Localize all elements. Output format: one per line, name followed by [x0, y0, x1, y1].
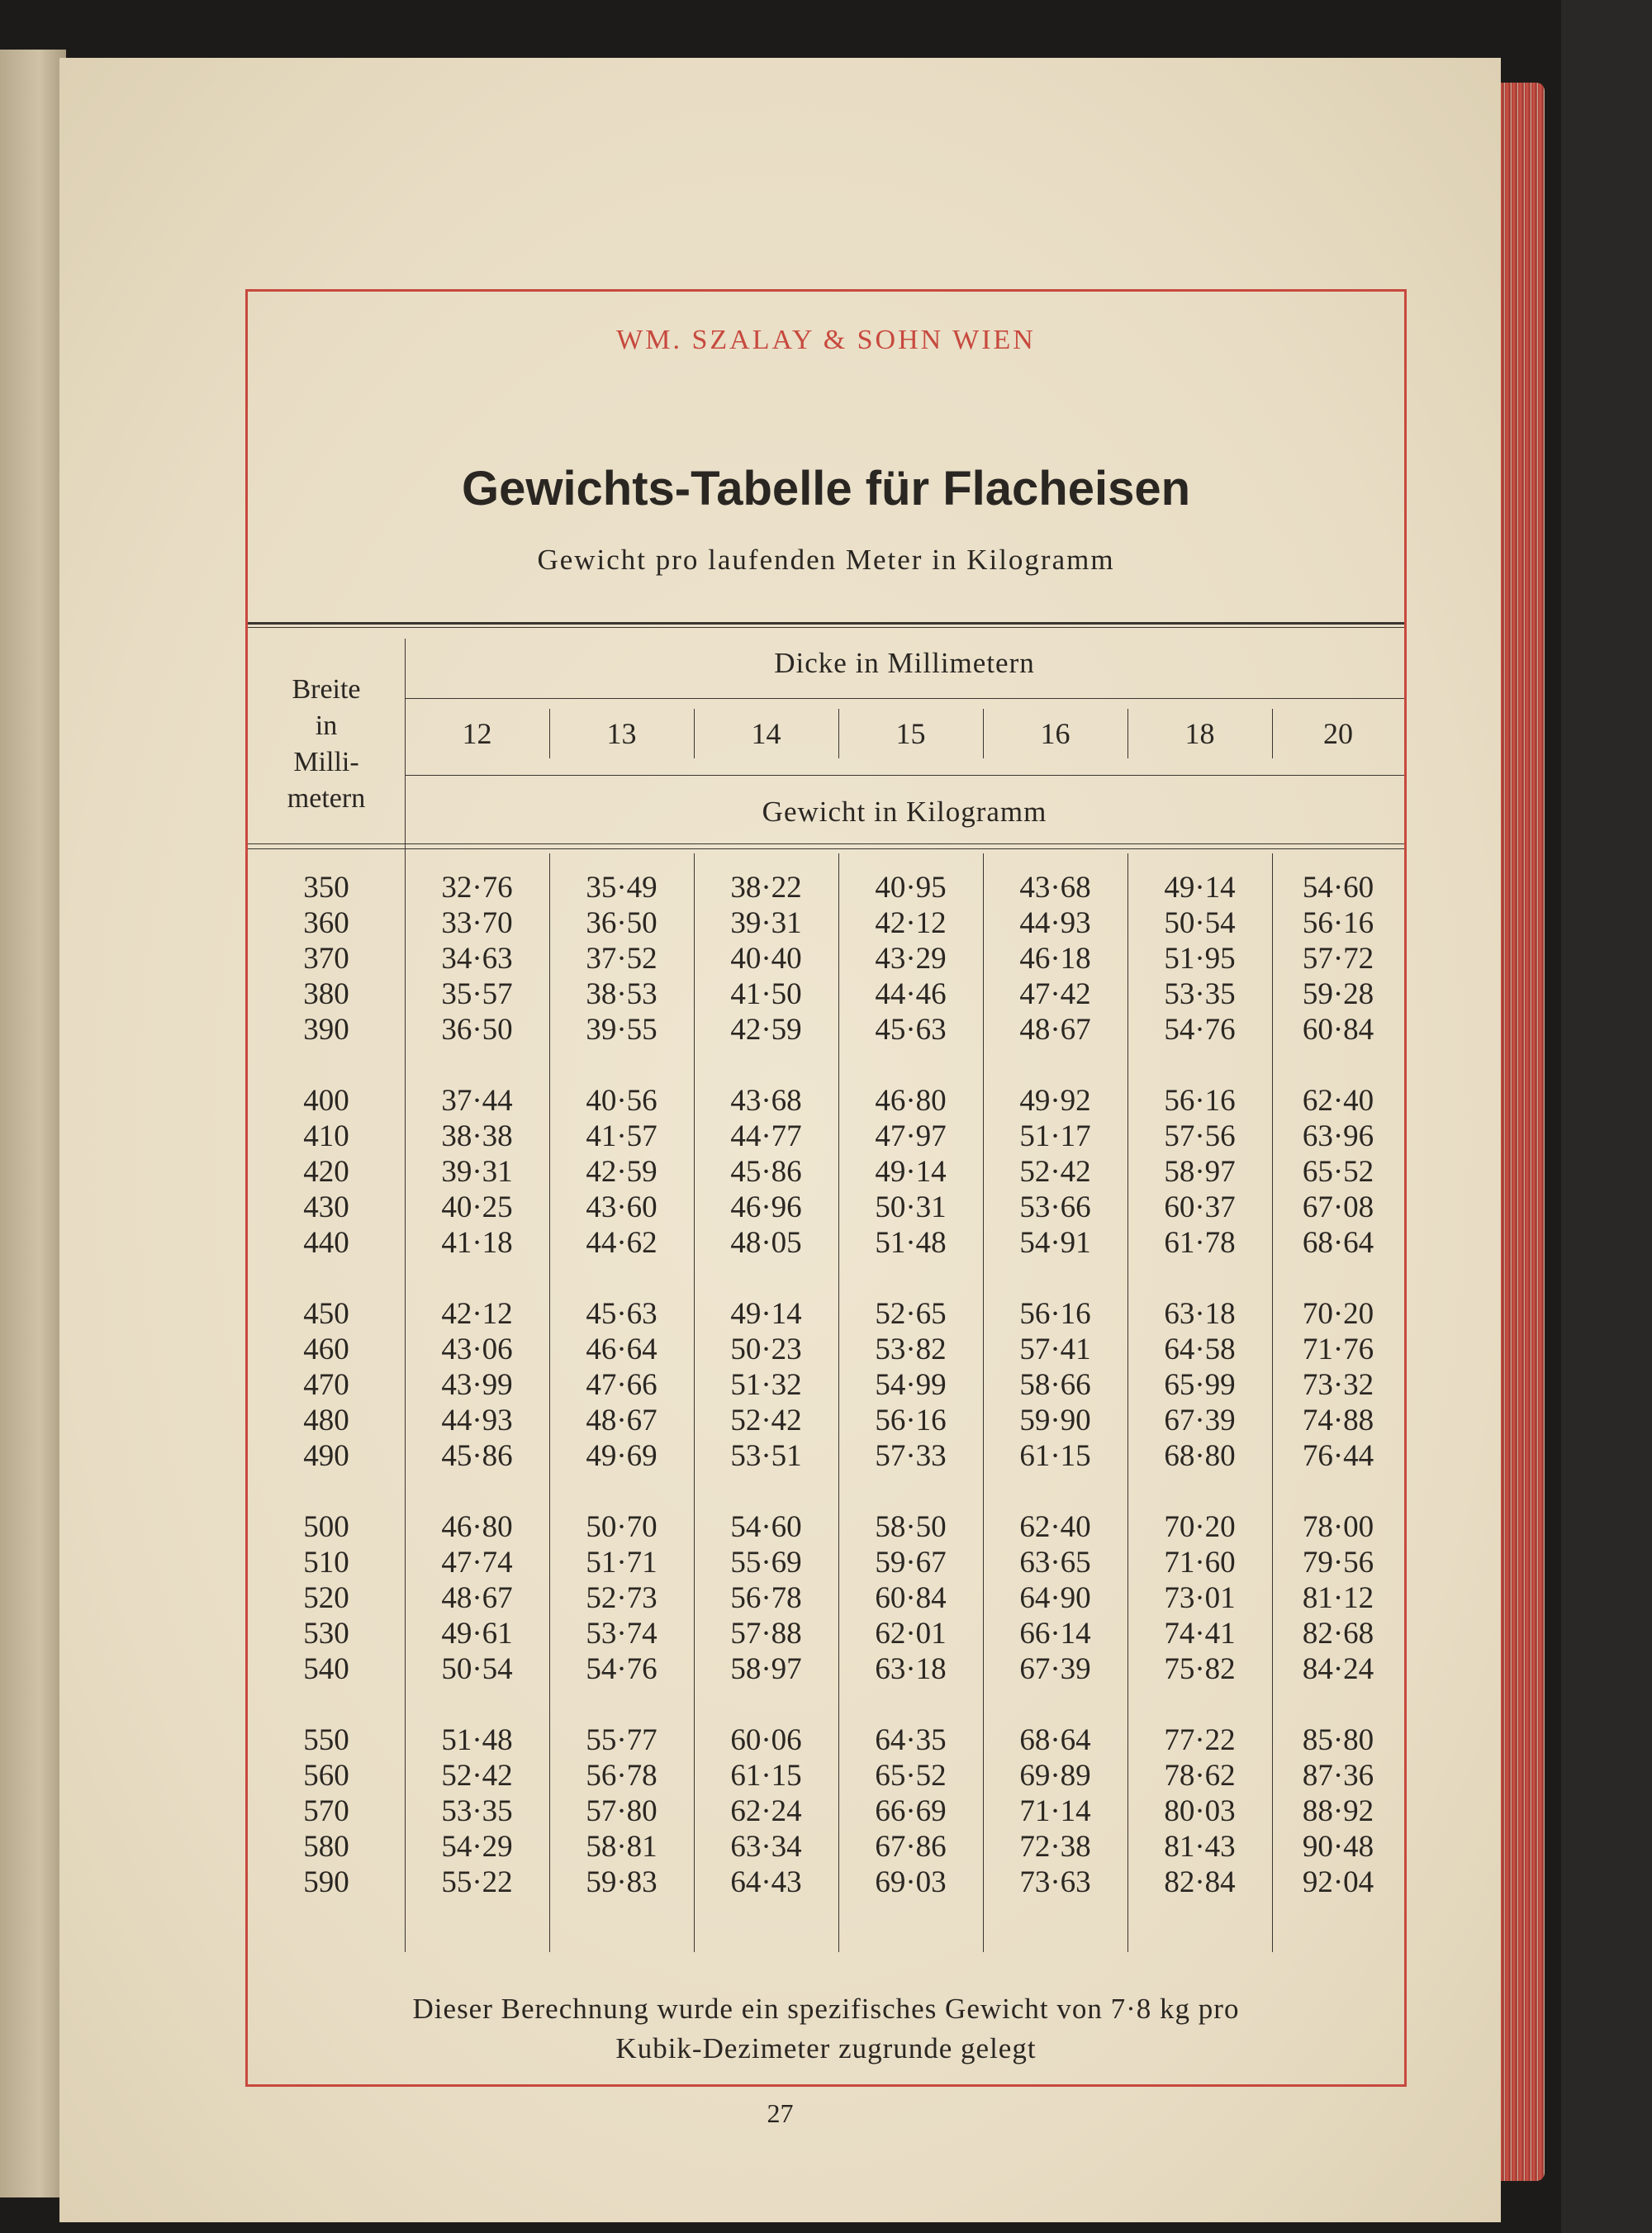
weight-column — [405, 870, 549, 1936]
row-group — [983, 1509, 1127, 1687]
footnote — [281, 1989, 1371, 2069]
weight-column — [983, 870, 1127, 1936]
left-page-edge — [0, 50, 66, 2197]
weight-cell: 56·16 — [1302, 906, 1374, 940]
width-cell: 400 — [303, 1084, 349, 1118]
weight-cell: 61·78 — [1164, 1226, 1236, 1260]
weight-cell: 57·41 — [1019, 1333, 1091, 1366]
weight-cell: 42·12 — [875, 906, 947, 940]
weight-cell: 78·62 — [1164, 1759, 1236, 1793]
width-cell: 420 — [303, 1155, 349, 1189]
weight-cell: 40·25 — [441, 1190, 513, 1224]
weight-cell: 44·93 — [441, 1404, 513, 1437]
weight-cell: 56·16 — [1164, 1084, 1236, 1118]
weight-cell: 73·01 — [1164, 1581, 1236, 1615]
weight-cell: 49·14 — [1164, 871, 1236, 905]
weight-cell: 59·67 — [875, 1546, 947, 1580]
top-double-rule — [248, 622, 1404, 628]
weight-cell: 45·63 — [875, 1013, 947, 1047]
weight-cell: 74·88 — [1302, 1404, 1374, 1437]
weight-cell: 40·40 — [730, 942, 802, 976]
width-cell: 540 — [303, 1652, 349, 1686]
stub-header-line: metern — [287, 783, 366, 814]
weight-cell: 53·35 — [1164, 977, 1236, 1011]
width-column — [248, 870, 405, 1936]
row-group — [1272, 1722, 1404, 1900]
weight-cell: 40·56 — [586, 1084, 657, 1118]
weight-cell: 44·77 — [730, 1119, 802, 1153]
weight-cell: 60·37 — [1164, 1190, 1236, 1224]
weight-column — [838, 870, 983, 1936]
weight-cell: 48·67 — [586, 1404, 657, 1437]
weight-cell: 61·15 — [1019, 1439, 1091, 1473]
header-rule — [405, 698, 1404, 699]
weight-cell: 52·73 — [586, 1581, 657, 1615]
weight-cell: 44·46 — [875, 977, 947, 1011]
weight-cell: 49·69 — [586, 1439, 657, 1473]
weight-cell: 47·74 — [441, 1546, 513, 1580]
page-number: 27 — [767, 2098, 794, 2128]
weight-cell: 67·39 — [1164, 1404, 1236, 1437]
page-title: Gewichts-Tabelle für Flacheisen — [461, 462, 1191, 515]
row-group — [549, 1083, 694, 1261]
weight-cell: 42·59 — [586, 1155, 657, 1189]
weight-cell: 67·39 — [1019, 1652, 1091, 1686]
table-frame — [245, 289, 1407, 2087]
thickness-header-cell: 13 — [606, 717, 637, 750]
thickness-header-cell: 15 — [895, 717, 926, 750]
weight-cell: 46·96 — [730, 1190, 802, 1224]
thickness-header-cell: 18 — [1184, 717, 1215, 750]
weight-cell: 32·76 — [441, 871, 513, 905]
weight-cell: 44·93 — [1019, 906, 1091, 940]
weight-cell: 44·62 — [586, 1226, 657, 1260]
row-group — [694, 1509, 838, 1687]
row-group — [838, 1296, 983, 1474]
weight-cell: 64·43 — [730, 1865, 802, 1899]
weight-cell: 38·53 — [586, 977, 657, 1011]
weight-cell: 53·66 — [1019, 1190, 1091, 1224]
weight-cell: 85·80 — [1302, 1723, 1374, 1757]
row-group — [1127, 1722, 1272, 1900]
weight-cell: 49·92 — [1019, 1084, 1091, 1118]
weight-cell: 55·69 — [730, 1546, 802, 1580]
row-group — [549, 870, 694, 1048]
weight-cell: 39·55 — [586, 1013, 657, 1047]
weight-cell: 55·77 — [586, 1723, 657, 1757]
header-rule — [405, 775, 1404, 776]
thickness-header-cell: 20 — [1323, 717, 1353, 750]
row-group — [405, 1722, 549, 1900]
weight-cell: 69·03 — [875, 1865, 947, 1899]
row-group — [694, 1083, 838, 1261]
weight-cell: 45·86 — [730, 1155, 802, 1189]
weight-cell: 47·66 — [586, 1368, 657, 1402]
width-cell: 410 — [303, 1119, 349, 1153]
width-cell: 560 — [303, 1759, 349, 1793]
row-group — [248, 1722, 405, 1900]
weight-cell: 52·42 — [441, 1759, 513, 1793]
weight-cell: 63·18 — [875, 1652, 947, 1686]
row-group — [405, 1083, 549, 1261]
weight-cell: 66·69 — [875, 1794, 947, 1828]
thickness-header: Dicke in Millimetern — [774, 647, 1035, 679]
thickness-row — [405, 709, 1404, 758]
stub-header — [248, 672, 405, 817]
width-cell: 480 — [303, 1404, 349, 1437]
weight-cell: 67·86 — [875, 1830, 947, 1864]
weight-cell: 59·83 — [586, 1865, 657, 1899]
row-group — [983, 1083, 1127, 1261]
width-cell: 530 — [303, 1617, 349, 1651]
row-group — [983, 1722, 1127, 1900]
footnote-line: Kubik-Dezimeter zugrunde gelegt — [615, 2032, 1037, 2064]
weight-cell: 48·05 — [730, 1226, 802, 1260]
weight-cell: 50·54 — [441, 1652, 513, 1686]
weight-cell: 70·20 — [1164, 1510, 1236, 1544]
width-cell: 490 — [303, 1439, 349, 1473]
width-cell: 570 — [303, 1794, 349, 1828]
weight-cell: 51·71 — [586, 1546, 657, 1580]
row-group — [1272, 1083, 1404, 1261]
weight-cell: 82·84 — [1164, 1865, 1236, 1899]
weight-cell: 64·35 — [875, 1723, 947, 1757]
width-cell: 500 — [303, 1510, 349, 1544]
weight-column — [1272, 870, 1404, 1936]
row-group — [549, 1722, 694, 1900]
weight-cell: 58·50 — [875, 1510, 947, 1544]
width-cell: 450 — [303, 1297, 349, 1331]
weight-cell: 43·99 — [441, 1368, 513, 1402]
weight-column — [694, 870, 838, 1936]
weight-cell: 56·16 — [1019, 1297, 1091, 1331]
width-cell: 360 — [303, 906, 349, 940]
weight-cell: 45·86 — [441, 1439, 513, 1473]
weight-cell: 52·42 — [1019, 1155, 1091, 1189]
weight-cell: 57·33 — [875, 1439, 947, 1473]
width-cell: 350 — [303, 871, 349, 905]
row-group — [1272, 1509, 1404, 1687]
weight-cell: 43·06 — [441, 1333, 513, 1366]
stub-header-line: Breite — [292, 674, 361, 705]
weight-cell: 92·04 — [1302, 1865, 1374, 1899]
weight-column — [549, 870, 694, 1936]
stub-header-line: Milli- — [293, 747, 359, 777]
weight-cell: 68·64 — [1019, 1723, 1091, 1757]
weight-cell: 60·84 — [1302, 1013, 1374, 1047]
weight-cell: 53·82 — [875, 1333, 947, 1366]
weight-cell: 39·31 — [730, 906, 802, 940]
weight-cell: 68·64 — [1302, 1226, 1374, 1260]
row-group — [248, 1083, 405, 1261]
thickness-divider — [1127, 709, 1128, 758]
weight-cell: 71·76 — [1302, 1333, 1374, 1366]
weight-cell: 58·81 — [586, 1830, 657, 1864]
weight-cell: 54·60 — [730, 1510, 802, 1544]
weight-cell: 45·63 — [586, 1297, 657, 1331]
row-group — [248, 1296, 405, 1474]
weight-cell: 62·40 — [1302, 1084, 1374, 1118]
weight-cell: 63·18 — [1164, 1297, 1236, 1331]
weight-cell: 43·68 — [730, 1084, 802, 1118]
weight-cell: 57·80 — [586, 1794, 657, 1828]
row-group — [983, 870, 1127, 1048]
weight-cell: 35·57 — [441, 977, 513, 1011]
book-page — [59, 58, 1501, 2222]
row-group — [838, 870, 983, 1048]
weight-cell: 50·31 — [875, 1190, 947, 1224]
weight-cell: 54·29 — [441, 1830, 513, 1864]
weight-cell: 59·28 — [1302, 977, 1374, 1011]
width-cell: 370 — [303, 942, 349, 976]
thickness-divider — [983, 709, 984, 758]
stub-header-line: in — [315, 710, 338, 741]
width-cell: 550 — [303, 1723, 349, 1757]
weight-cell: 53·74 — [586, 1617, 657, 1651]
weight-cell: 38·22 — [730, 871, 802, 905]
weight-cell: 46·18 — [1019, 942, 1091, 976]
weight-cell: 42·59 — [730, 1013, 802, 1047]
weight-cell: 74·41 — [1164, 1617, 1236, 1651]
weight-cell: 56·16 — [875, 1404, 947, 1437]
width-cell: 510 — [303, 1546, 349, 1580]
row-group — [549, 1509, 694, 1687]
width-cell: 520 — [303, 1581, 349, 1615]
weight-cell: 63·96 — [1302, 1119, 1374, 1153]
row-group — [1127, 1296, 1272, 1474]
weight-cell: 78·00 — [1302, 1510, 1374, 1544]
width-cell: 380 — [303, 977, 349, 1011]
weight-cell: 55·22 — [441, 1865, 513, 1899]
weight-cell: 57·88 — [730, 1617, 802, 1651]
weight-cell: 68·80 — [1164, 1439, 1236, 1473]
weight-cell: 36·50 — [586, 906, 657, 940]
width-cell: 470 — [303, 1368, 349, 1402]
weight-cell: 50·70 — [586, 1510, 657, 1544]
weight-cell: 62·01 — [875, 1617, 947, 1651]
weight-cell: 49·14 — [875, 1155, 947, 1189]
row-group — [248, 870, 405, 1048]
weight-cell: 60·84 — [875, 1581, 947, 1615]
row-group — [1127, 870, 1272, 1048]
weight-cell: 54·60 — [1302, 871, 1374, 905]
weight-cell: 81·43 — [1164, 1830, 1236, 1864]
weight-cell: 49·14 — [730, 1297, 802, 1331]
weight-cell: 82·68 — [1302, 1617, 1374, 1651]
weight-cell: 81·12 — [1302, 1581, 1374, 1615]
weight-cell: 50·54 — [1164, 906, 1236, 940]
book-cover — [1561, 0, 1652, 2233]
weight-cell: 43·29 — [875, 942, 947, 976]
weight-cell: 62·24 — [730, 1794, 802, 1828]
weight-cell: 35·49 — [586, 871, 657, 905]
weight-cell: 71·60 — [1164, 1546, 1236, 1580]
row-group — [405, 870, 549, 1048]
weight-cell: 37·52 — [586, 942, 657, 976]
weight-cell: 49·61 — [441, 1617, 513, 1651]
page-subtitle: Gewicht pro laufenden Meter in Kilogramm — [537, 544, 1115, 576]
weight-cell: 87·36 — [1302, 1759, 1374, 1793]
weight-cell: 46·80 — [441, 1510, 513, 1544]
row-group — [405, 1509, 549, 1687]
weight-cell: 33·70 — [441, 906, 513, 940]
weight-cell: 39·31 — [441, 1155, 513, 1189]
weight-cell: 37·44 — [441, 1084, 513, 1118]
weight-cell: 54·76 — [1164, 1013, 1236, 1047]
weight-cell: 58·97 — [1164, 1155, 1236, 1189]
weight-cell: 34·63 — [441, 942, 513, 976]
width-cell: 430 — [303, 1190, 349, 1224]
row-group — [405, 1296, 549, 1474]
width-cell: 460 — [303, 1333, 349, 1366]
weight-cell: 69·89 — [1019, 1759, 1091, 1793]
weight-cell: 67·08 — [1302, 1190, 1374, 1224]
width-cell: 440 — [303, 1226, 349, 1260]
thickness-divider — [694, 709, 695, 758]
thickness-divider — [549, 709, 550, 758]
weight-cell: 42·12 — [441, 1297, 513, 1331]
row-group — [983, 1296, 1127, 1474]
weight-cell: 48·67 — [1019, 1013, 1091, 1047]
weight-cell: 90·48 — [1302, 1830, 1374, 1864]
weight-column — [1127, 870, 1272, 1936]
weight-cell: 65·52 — [1302, 1155, 1374, 1189]
weight-cell: 43·60 — [586, 1190, 657, 1224]
weight-cell: 53·35 — [441, 1794, 513, 1828]
weight-cell: 58·66 — [1019, 1368, 1091, 1402]
width-cell: 580 — [303, 1830, 349, 1864]
weight-cell: 66·14 — [1019, 1617, 1091, 1651]
width-cell: 390 — [303, 1013, 349, 1047]
row-group — [1127, 1083, 1272, 1261]
weight-cell: 54·99 — [875, 1368, 947, 1402]
weight-cell: 50·23 — [730, 1333, 802, 1366]
weight-cell: 71·14 — [1019, 1794, 1091, 1828]
weight-cell: 41·50 — [730, 977, 802, 1011]
weight-cell: 84·24 — [1302, 1652, 1374, 1686]
row-group — [1272, 870, 1404, 1048]
weight-cell: 51·48 — [441, 1723, 513, 1757]
weight-cell: 41·57 — [586, 1119, 657, 1153]
row-group — [1272, 1296, 1404, 1474]
weight-cell: 46·80 — [875, 1084, 947, 1118]
width-cell: 590 — [303, 1865, 349, 1899]
weight-cell: 65·99 — [1164, 1368, 1236, 1402]
weight-cell: 54·91 — [1019, 1226, 1091, 1260]
weight-cell: 40·95 — [875, 871, 947, 905]
footnote-line: Dieser Berechnung wurde ein spezifisches Gewicht von 7·8 kg pro — [412, 1993, 1240, 2025]
row-group — [549, 1296, 694, 1474]
weight-cell: 77·22 — [1164, 1723, 1236, 1757]
weight-cell: 51·48 — [875, 1226, 947, 1260]
weight-cell: 52·65 — [875, 1297, 947, 1331]
weight-cell: 63·34 — [730, 1830, 802, 1864]
weight-cell: 73·32 — [1302, 1368, 1374, 1402]
weight-cell: 51·17 — [1019, 1119, 1091, 1153]
weight-cell: 73·63 — [1019, 1865, 1091, 1899]
weight-cell: 63·65 — [1019, 1546, 1091, 1580]
weight-cell: 57·56 — [1164, 1119, 1236, 1153]
weight-cell: 56·78 — [730, 1581, 802, 1615]
weight-cell: 38·38 — [441, 1119, 513, 1153]
row-group — [694, 1296, 838, 1474]
weight-cell: 64·58 — [1164, 1333, 1236, 1366]
weight-cell: 48·67 — [441, 1581, 513, 1615]
weight-cell: 52·42 — [730, 1404, 802, 1437]
weight-cell: 41·18 — [441, 1226, 513, 1260]
thickness-divider — [1272, 709, 1273, 758]
weight-header: Gewicht in Kilogramm — [762, 796, 1047, 828]
weight-cell: 51·32 — [730, 1368, 802, 1402]
weight-cell: 53·51 — [730, 1439, 802, 1473]
weight-cell: 79·56 — [1302, 1546, 1374, 1580]
thickness-header-cell: 14 — [751, 717, 781, 750]
row-group — [694, 870, 838, 1048]
weight-cell: 88·92 — [1302, 1794, 1374, 1828]
weight-cell: 75·82 — [1164, 1652, 1236, 1686]
weight-cell: 62·40 — [1019, 1510, 1091, 1544]
weight-cell: 72·38 — [1019, 1830, 1091, 1864]
publisher-line: WM. SZALAY & SOHN WIEN — [616, 325, 1036, 355]
weight-cell: 76·44 — [1302, 1439, 1374, 1473]
thickness-header-cell: 12 — [462, 717, 492, 750]
weight-cell: 47·42 — [1019, 977, 1091, 1011]
weight-cell: 56·78 — [586, 1759, 657, 1793]
weight-cell: 57·72 — [1302, 942, 1374, 976]
weight-cell: 54·76 — [586, 1652, 657, 1686]
weight-cell: 36·50 — [441, 1013, 513, 1047]
weight-cell: 70·20 — [1302, 1297, 1374, 1331]
weight-cell: 47·97 — [875, 1119, 947, 1153]
table-body — [248, 853, 1404, 1952]
row-group — [838, 1083, 983, 1261]
row-group — [838, 1509, 983, 1687]
weight-cell: 51·95 — [1164, 942, 1236, 976]
weight-cell: 58·97 — [730, 1652, 802, 1686]
weight-cell: 60·06 — [730, 1723, 802, 1757]
row-group — [248, 1509, 405, 1687]
weight-cell: 80·03 — [1164, 1794, 1236, 1828]
weight-cell: 61·15 — [730, 1759, 802, 1793]
weight-cell: 64·90 — [1019, 1581, 1091, 1615]
weight-cell: 43·68 — [1019, 871, 1091, 905]
weight-cell: 65·52 — [875, 1759, 947, 1793]
row-group — [838, 1722, 983, 1900]
thickness-header-cell: 16 — [1040, 717, 1070, 750]
weight-cell: 59·90 — [1019, 1404, 1091, 1437]
row-group — [694, 1722, 838, 1900]
row-group — [1127, 1509, 1272, 1687]
header-body-double-rule — [248, 843, 1404, 849]
weight-cell: 46·64 — [586, 1333, 657, 1366]
thickness-divider — [838, 709, 839, 758]
